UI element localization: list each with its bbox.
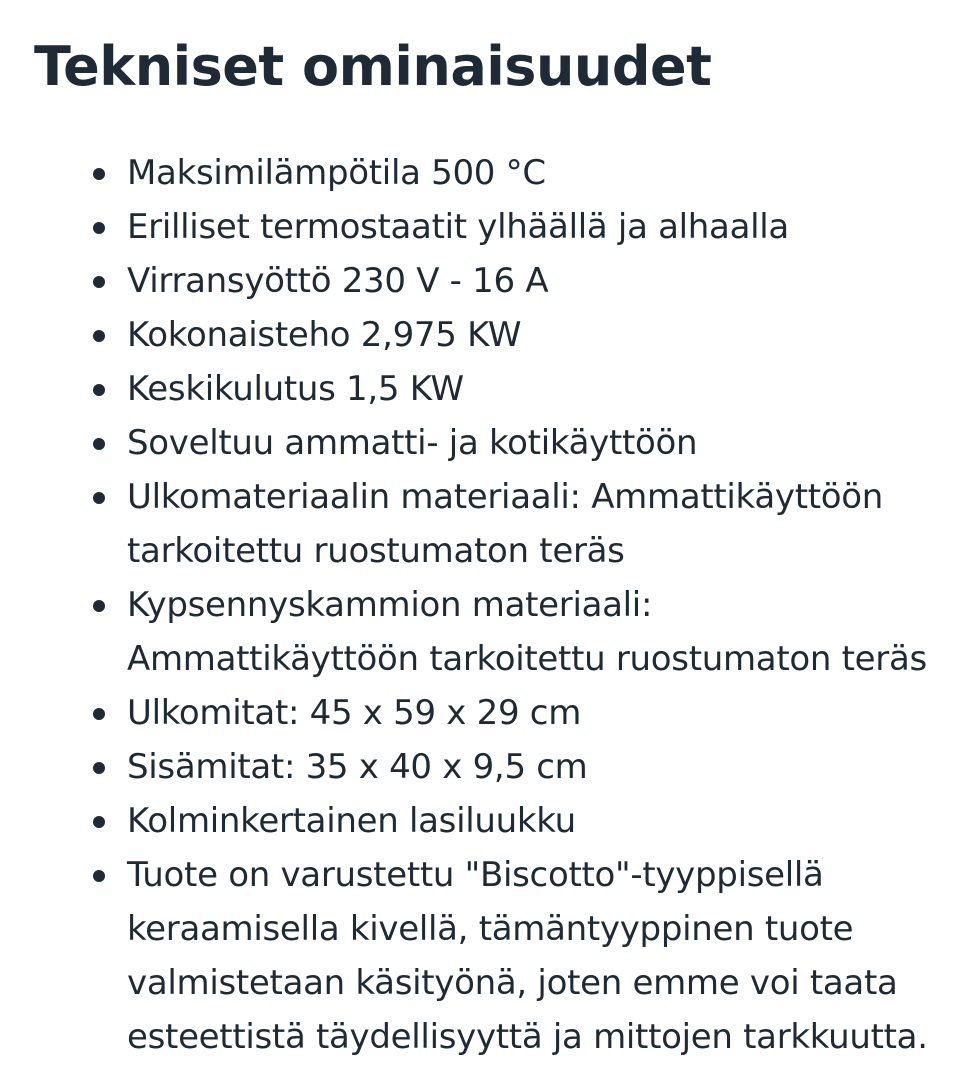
spec-item-outer-dimensions [0, 686, 960, 740]
bullet-icon [93, 708, 105, 720]
spec-line: Kypsennyskammion materiaali: [127, 585, 653, 625]
spec-line: Erilliset termostaatit ylhäällä ja alhaalla [127, 207, 789, 247]
spec-item-max-temperature [0, 146, 960, 200]
spec-item-glass-door [0, 794, 960, 848]
bullet-icon [93, 330, 105, 342]
spec-line: Soveltuu ammatti- ja kotikäyttöön [127, 423, 698, 463]
bullet-icon [93, 276, 105, 288]
spec-item-power-supply [0, 254, 960, 308]
spec-line: tarkoitettu ruostumaton teräs [127, 531, 625, 571]
spec-line: Kokonaisteho 2,975 KW [127, 315, 522, 355]
spec-item-average-consumption [0, 362, 960, 416]
spec-list [0, 146, 960, 1064]
spec-item-biscotto-stone [0, 848, 960, 1064]
bullet-icon [93, 222, 105, 234]
spec-line: Sisämitat: 35 x 40 x 9,5 cm [127, 747, 588, 787]
spec-item-total-power [0, 308, 960, 362]
spec-line: Kolminkertainen lasiluukku [127, 801, 576, 841]
spec-item-chamber-material [0, 578, 960, 686]
page-title: Tekniset ominaisuudet [34, 35, 712, 98]
spec-item-thermostats [0, 200, 960, 254]
spec-line: Keskikulutus 1,5 KW [127, 369, 464, 409]
spec-line: Ammattikäyttöön tarkoitettu ruostumaton teräs [127, 639, 927, 679]
bullet-icon [93, 600, 105, 612]
spec-line: Ulkomateriaalin materiaali: Ammattikäyttöön [127, 477, 884, 517]
spec-item-inner-dimensions [0, 740, 960, 794]
spec-line: valmistetaan käsityönä, joten emme voi taata [127, 963, 898, 1003]
spec-item-suitability [0, 416, 960, 470]
bullet-icon [93, 492, 105, 504]
bullet-icon [93, 762, 105, 774]
spec-line: Tuote on varustettu "Biscotto"-tyyppisellä [127, 855, 824, 895]
bullet-icon [93, 168, 105, 180]
bullet-icon [93, 816, 105, 828]
spec-line: Ulkomitat: 45 x 59 x 29 cm [127, 693, 582, 733]
spec-line: Maksimilämpötila 500 °C [127, 153, 546, 193]
bullet-icon [93, 438, 105, 450]
spec-line: keraamisella kivellä, tämäntyyppinen tuote [127, 909, 854, 949]
spec-line: esteettistä täydellisyyttä ja mittojen tarkkuutta. [127, 1017, 928, 1057]
spec-item-exterior-material [0, 470, 960, 578]
spec-line: Virransyöttö 230 V - 16 A [127, 261, 549, 301]
bullet-icon [93, 384, 105, 396]
bullet-icon [93, 870, 105, 882]
